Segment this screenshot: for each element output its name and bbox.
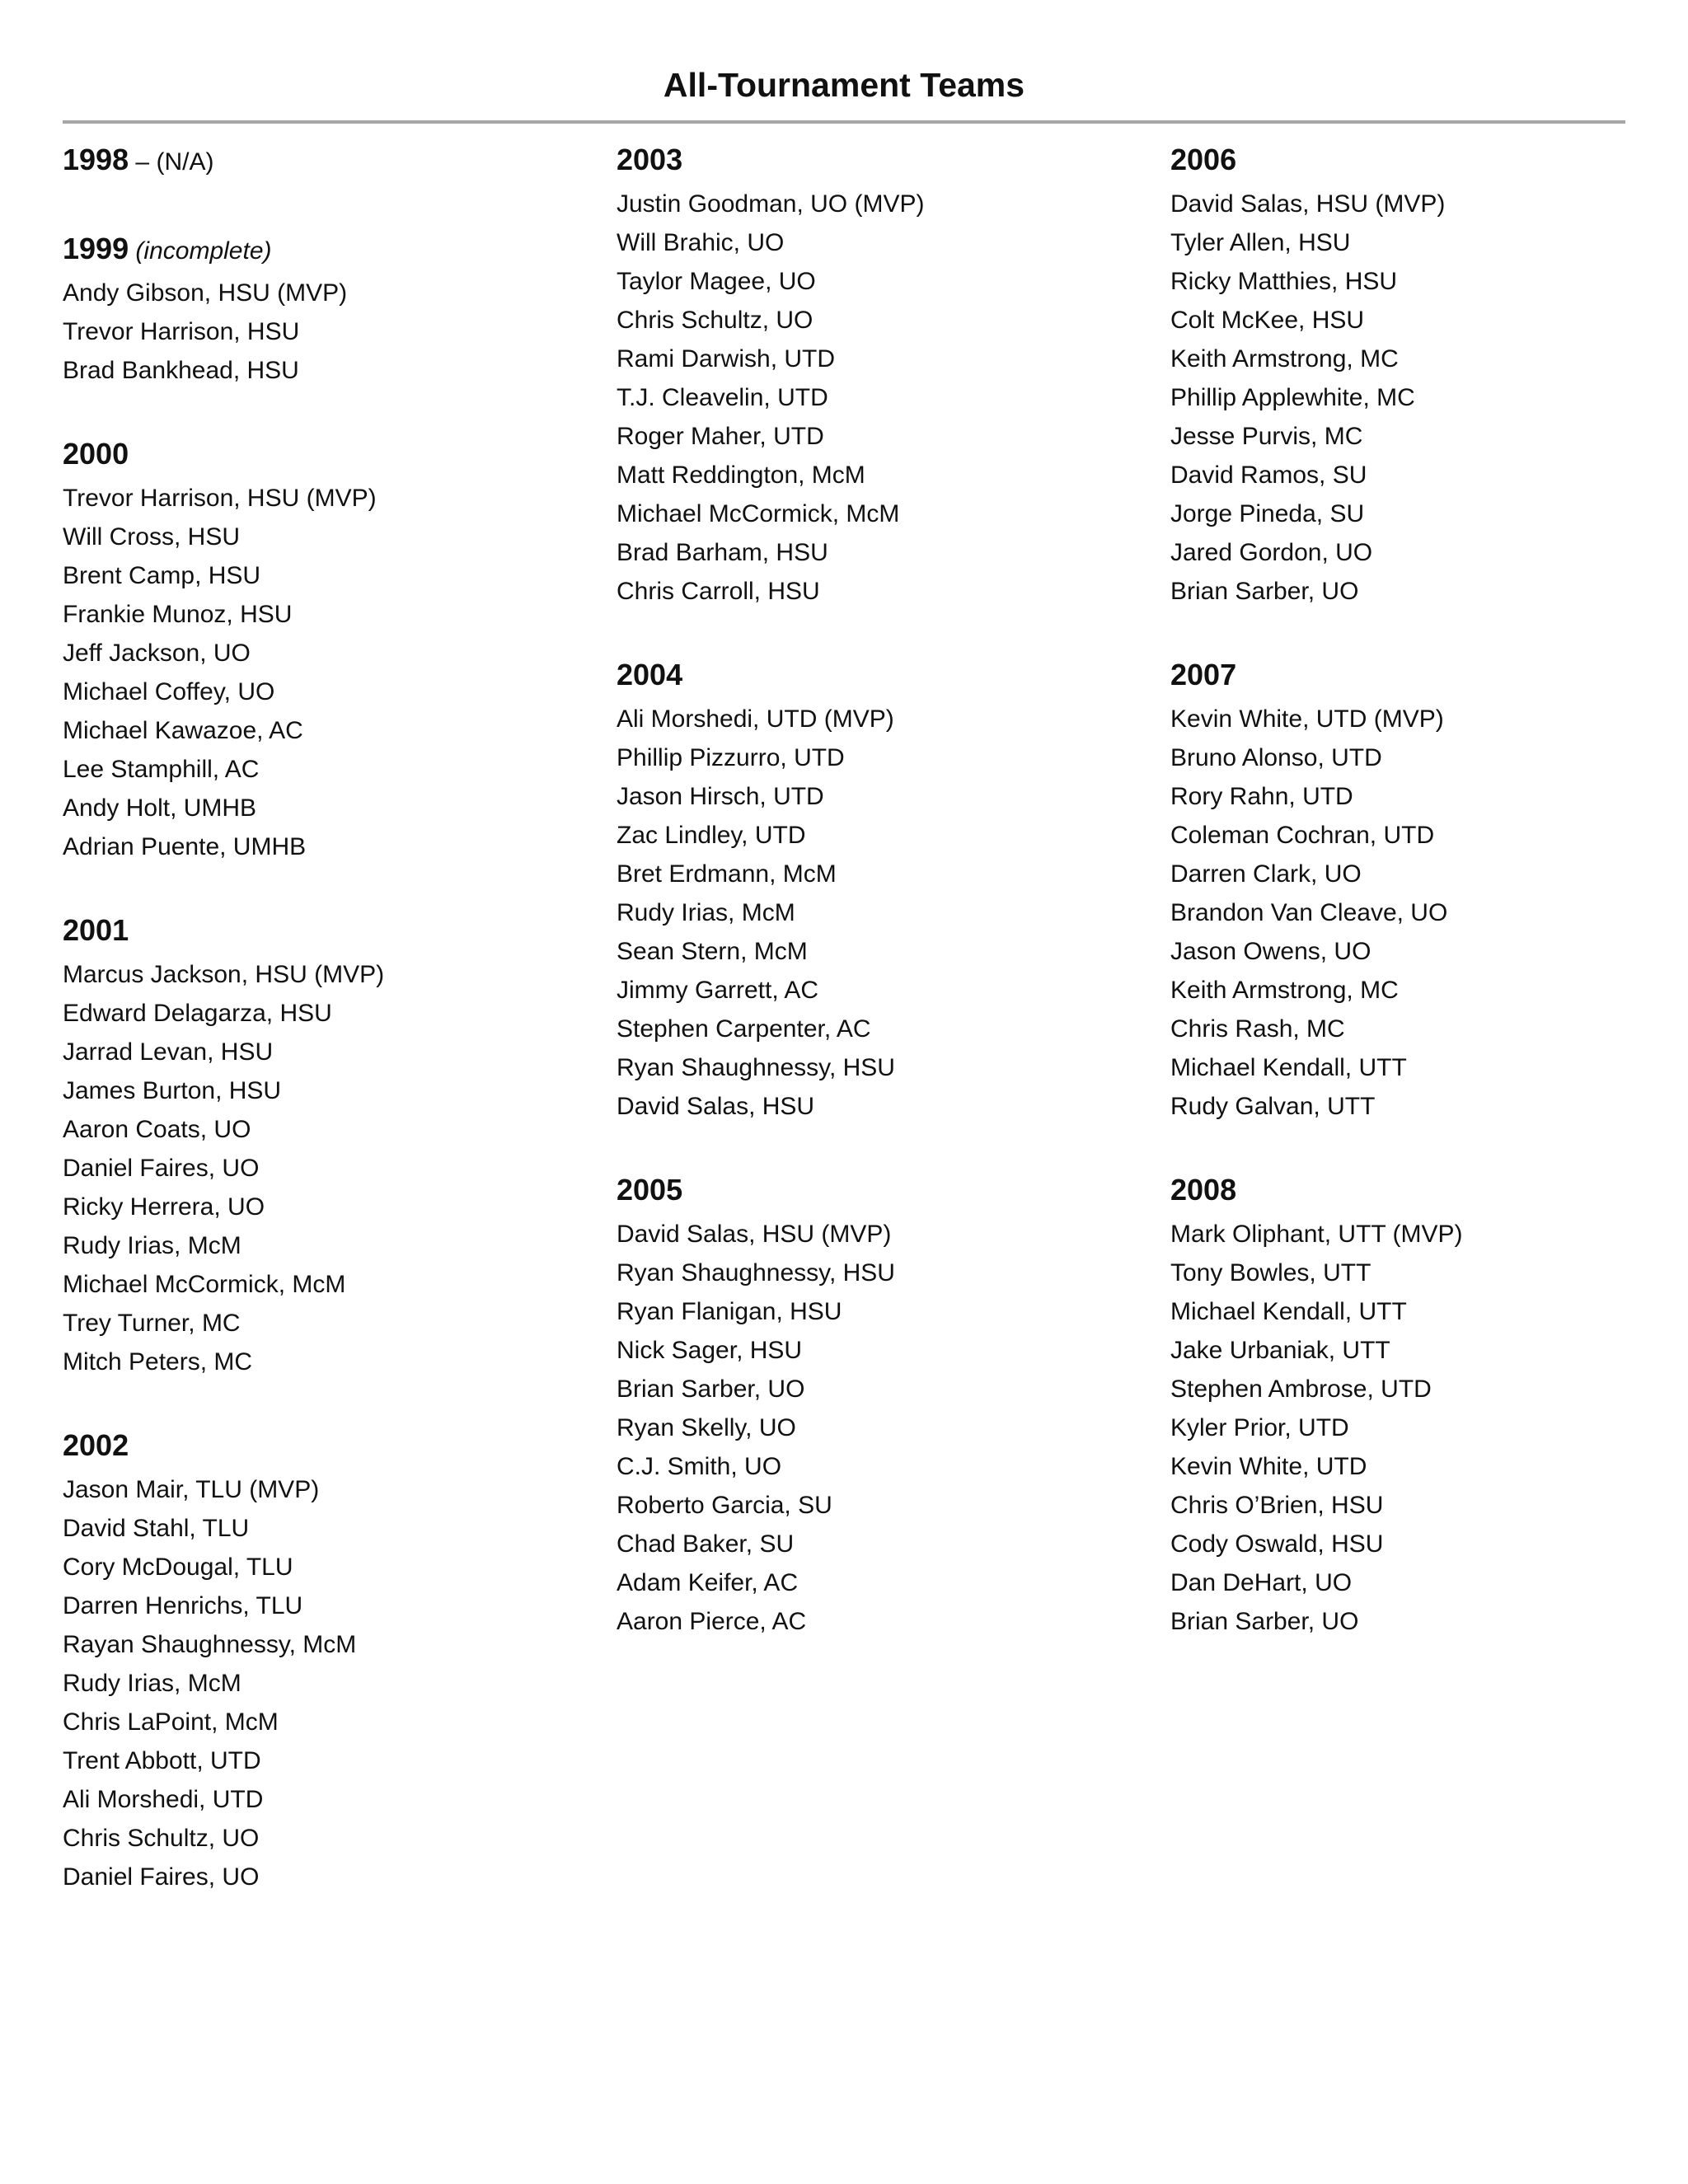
- player-entry: Michael McCormick, McM: [617, 500, 900, 527]
- player-entry: Daniel Faires, UO: [63, 1155, 260, 1182]
- player-entry: Coleman Cochran, UTD: [1170, 822, 1435, 849]
- player-entry: Adrian Puente, UMHB: [63, 833, 307, 860]
- year-section: [63, 135, 384, 185]
- year-label: 1998: [63, 143, 129, 176]
- player-list: [63, 479, 384, 866]
- player-entry: Brandon Van Cleave, UO: [1170, 899, 1448, 926]
- player-entry: Ricky Matthies, HSU: [1170, 268, 1398, 295]
- player-entry: Darren Henrichs, TLU: [63, 1592, 303, 1619]
- player-entry: David Salas, HSU: [617, 1093, 815, 1120]
- player-entry: Jimmy Garrett, AC: [617, 977, 819, 1004]
- player-entry: Ryan Skelly, UO: [617, 1414, 796, 1441]
- player-entry: Adam Keifer, AC: [617, 1569, 799, 1596]
- year-heading: [63, 906, 384, 955]
- year-label: 2005: [617, 1173, 683, 1207]
- year-section: [63, 224, 384, 390]
- year-heading: [63, 429, 384, 479]
- player-list: [1170, 185, 1463, 611]
- player-entry: Rudy Irias, McM: [63, 1232, 241, 1259]
- year-heading: [1170, 135, 1463, 185]
- player-list: [1170, 700, 1463, 1126]
- year-section: [617, 1165, 924, 1641]
- player-entry: Jake Urbaniak, UTT: [1170, 1337, 1390, 1364]
- year-section: [1170, 1165, 1463, 1641]
- player-list: [617, 185, 924, 611]
- player-entry: Michael McCormick, McM: [63, 1271, 346, 1298]
- year-label: 2002: [63, 1428, 129, 1462]
- player-entry: David Salas, HSU (MVP): [617, 1221, 892, 1248]
- year-heading: [1170, 1165, 1463, 1215]
- player-entry: Keith Armstrong, MC: [1170, 977, 1399, 1004]
- player-entry: Jeff Jackson, UO: [63, 640, 251, 667]
- player-entry: Darren Clark, UO: [1170, 860, 1362, 888]
- player-entry: Michael Coffey, UO: [63, 678, 275, 705]
- player-entry: Ali Morshedi, UTD (MVP): [617, 705, 894, 733]
- column-1: [63, 135, 384, 1936]
- player-entry: David Salas, HSU (MVP): [1170, 190, 1446, 218]
- player-entry: Jesse Purvis, MC: [1170, 423, 1363, 450]
- player-entry: James Burton, HSU: [63, 1077, 282, 1104]
- player-entry: Rudy Irias, McM: [63, 1670, 241, 1697]
- player-entry: Aaron Pierce, AC: [617, 1608, 807, 1635]
- player-entry: Stephen Ambrose, UTD: [1170, 1376, 1432, 1403]
- player-entry: Cory McDougal, TLU: [63, 1554, 293, 1581]
- player-entry: T.J. Cleavelin, UTD: [617, 384, 828, 411]
- player-entry: Trevor Harrison, HSU (MVP): [63, 485, 377, 512]
- column-3: [1170, 135, 1463, 1680]
- year-note: – (N/A): [129, 148, 214, 176]
- player-entry: Stephen Carpenter, AC: [617, 1015, 871, 1043]
- player-list: [63, 1470, 384, 1896]
- player-entry: Tony Bowles, UTT: [1170, 1259, 1372, 1286]
- player-entry: Brad Bankhead, HSU: [63, 357, 299, 384]
- year-heading: [63, 1421, 384, 1470]
- player-entry: Andy Gibson, HSU (MVP): [63, 279, 348, 307]
- player-entry: Tyler Allen, HSU: [1170, 229, 1351, 256]
- player-entry: Chad Baker, SU: [617, 1530, 795, 1558]
- player-entry: Will Cross, HSU: [63, 523, 240, 551]
- year-section: [617, 135, 924, 611]
- player-entry: David Stahl, TLU: [63, 1515, 250, 1542]
- year-section: [63, 906, 384, 1381]
- player-entry: Trent Abbott, UTD: [63, 1747, 261, 1774]
- player-entry: Dan DeHart, UO: [1170, 1569, 1353, 1596]
- player-entry: Rayan Shaughnessy, McM: [63, 1631, 357, 1658]
- player-entry: Mitch Peters, MC: [63, 1348, 253, 1376]
- player-entry: C.J. Smith, UO: [617, 1453, 782, 1480]
- player-entry: Brian Sarber, UO: [1170, 578, 1359, 605]
- year-heading: [63, 135, 384, 185]
- player-entry: Marcus Jackson, HSU (MVP): [63, 961, 385, 988]
- player-entry: Michael Kendall, UTT: [1170, 1298, 1407, 1325]
- player-entry: Chris O’Brien, HSU: [1170, 1492, 1384, 1519]
- player-entry: Chris Schultz, UO: [63, 1825, 260, 1852]
- year-heading: [617, 135, 924, 185]
- player-entry: Trevor Harrison, HSU: [63, 318, 300, 345]
- player-entry: Nick Sager, HSU: [617, 1337, 803, 1364]
- player-entry: David Ramos, SU: [1170, 462, 1367, 489]
- player-entry: Andy Holt, UMHB: [63, 794, 257, 822]
- player-entry: Keith Armstrong, MC: [1170, 345, 1399, 373]
- player-entry: Roberto Garcia, SU: [617, 1492, 832, 1519]
- player-entry: Jared Gordon, UO: [1170, 539, 1373, 566]
- player-entry: Phillip Pizzurro, UTD: [617, 744, 845, 771]
- player-entry: Taylor Magee, UO: [617, 268, 816, 295]
- year-label: 1999: [63, 232, 129, 265]
- year-heading: [617, 650, 924, 700]
- player-entry: Chris LaPoint, McM: [63, 1708, 279, 1736]
- player-entry: Phillip Applewhite, MC: [1170, 384, 1415, 411]
- player-entry: Jorge Pineda, SU: [1170, 500, 1365, 527]
- title-divider: [63, 120, 1625, 124]
- player-entry: Ryan Flanigan, HSU: [617, 1298, 842, 1325]
- player-entry: Mark Oliphant, UTT (MVP): [1170, 1221, 1463, 1248]
- player-entry: Ryan Shaughnessy, HSU: [617, 1054, 895, 1081]
- player-entry: Kevin White, UTD (MVP): [1170, 705, 1444, 733]
- year-section: [1170, 650, 1463, 1126]
- year-heading: [1170, 650, 1463, 700]
- player-entry: Edward Delagarza, HSU: [63, 1000, 332, 1027]
- player-entry: Chris Rash, MC: [1170, 1015, 1345, 1043]
- player-entry: Sean Stern, McM: [617, 938, 808, 965]
- player-entry: Ryan Shaughnessy, HSU: [617, 1259, 895, 1286]
- player-entry: Will Brahic, UO: [617, 229, 785, 256]
- player-list: [1170, 1215, 1463, 1641]
- year-label: 2004: [617, 658, 683, 691]
- player-entry: Matt Reddington, McM: [617, 462, 865, 489]
- player-entry: Rory Rahn, UTD: [1170, 783, 1353, 810]
- year-label: 2007: [1170, 658, 1237, 691]
- player-entry: Zac Lindley, UTD: [617, 822, 806, 849]
- player-entry: Ali Morshedi, UTD: [63, 1786, 264, 1813]
- year-label: 2000: [63, 437, 129, 471]
- player-entry: Brad Barham, HSU: [617, 539, 828, 566]
- player-entry: Lee Stamphill, AC: [63, 756, 260, 783]
- player-entry: Trey Turner, MC: [63, 1310, 241, 1337]
- player-entry: Jarrad Levan, HSU: [63, 1038, 274, 1066]
- player-entry: Chris Carroll, HSU: [617, 578, 820, 605]
- year-heading: [617, 1165, 924, 1215]
- player-entry: Brent Camp, HSU: [63, 562, 261, 589]
- player-entry: Rudy Galvan, UTT: [1170, 1093, 1376, 1120]
- player-list: [63, 274, 384, 390]
- player-list: [617, 700, 924, 1126]
- year-label: 2001: [63, 913, 129, 947]
- year-section: [1170, 135, 1463, 611]
- year-heading: [63, 224, 384, 274]
- year-section: [63, 1421, 384, 1896]
- player-entry: Jason Mair, TLU (MVP): [63, 1476, 320, 1503]
- player-entry: Kevin White, UTD: [1170, 1453, 1367, 1480]
- player-list: [63, 955, 384, 1381]
- player-entry: Bruno Alonso, UTD: [1170, 744, 1382, 771]
- player-entry: Bret Erdmann, McM: [617, 860, 837, 888]
- player-entry: Colt McKee, HSU: [1170, 307, 1365, 334]
- year-label: 2008: [1170, 1173, 1237, 1207]
- year-section: [617, 650, 924, 1126]
- player-entry: Brian Sarber, UO: [1170, 1608, 1359, 1635]
- player-entry: Michael Kendall, UTT: [1170, 1054, 1407, 1081]
- player-entry: Kyler Prior, UTD: [1170, 1414, 1349, 1441]
- year-section: [63, 429, 384, 866]
- player-entry: Aaron Coats, UO: [63, 1116, 251, 1143]
- player-entry: Jason Owens, UO: [1170, 938, 1372, 965]
- player-entry: Frankie Munoz, HSU: [63, 601, 293, 628]
- year-label: 2006: [1170, 143, 1237, 176]
- player-entry: Brian Sarber, UO: [617, 1376, 805, 1403]
- player-entry: Rami Darwish, UTD: [617, 345, 836, 373]
- player-entry: Cody Oswald, HSU: [1170, 1530, 1384, 1558]
- year-note: (incomplete): [129, 237, 272, 265]
- player-entry: Ricky Herrera, UO: [63, 1193, 265, 1221]
- player-entry: Daniel Faires, UO: [63, 1863, 260, 1891]
- player-entry: Chris Schultz, UO: [617, 307, 814, 334]
- player-entry: Michael Kawazoe, AC: [63, 717, 303, 744]
- year-label: 2003: [617, 143, 683, 176]
- player-entry: Jason Hirsch, UTD: [617, 783, 824, 810]
- player-list: [617, 1215, 924, 1641]
- page-title: All-Tournament Teams: [663, 66, 1025, 105]
- player-entry: Justin Goodman, UO (MVP): [617, 190, 925, 218]
- column-2: [617, 135, 924, 1680]
- player-entry: Rudy Irias, McM: [617, 899, 795, 926]
- player-entry: Roger Maher, UTD: [617, 423, 824, 450]
